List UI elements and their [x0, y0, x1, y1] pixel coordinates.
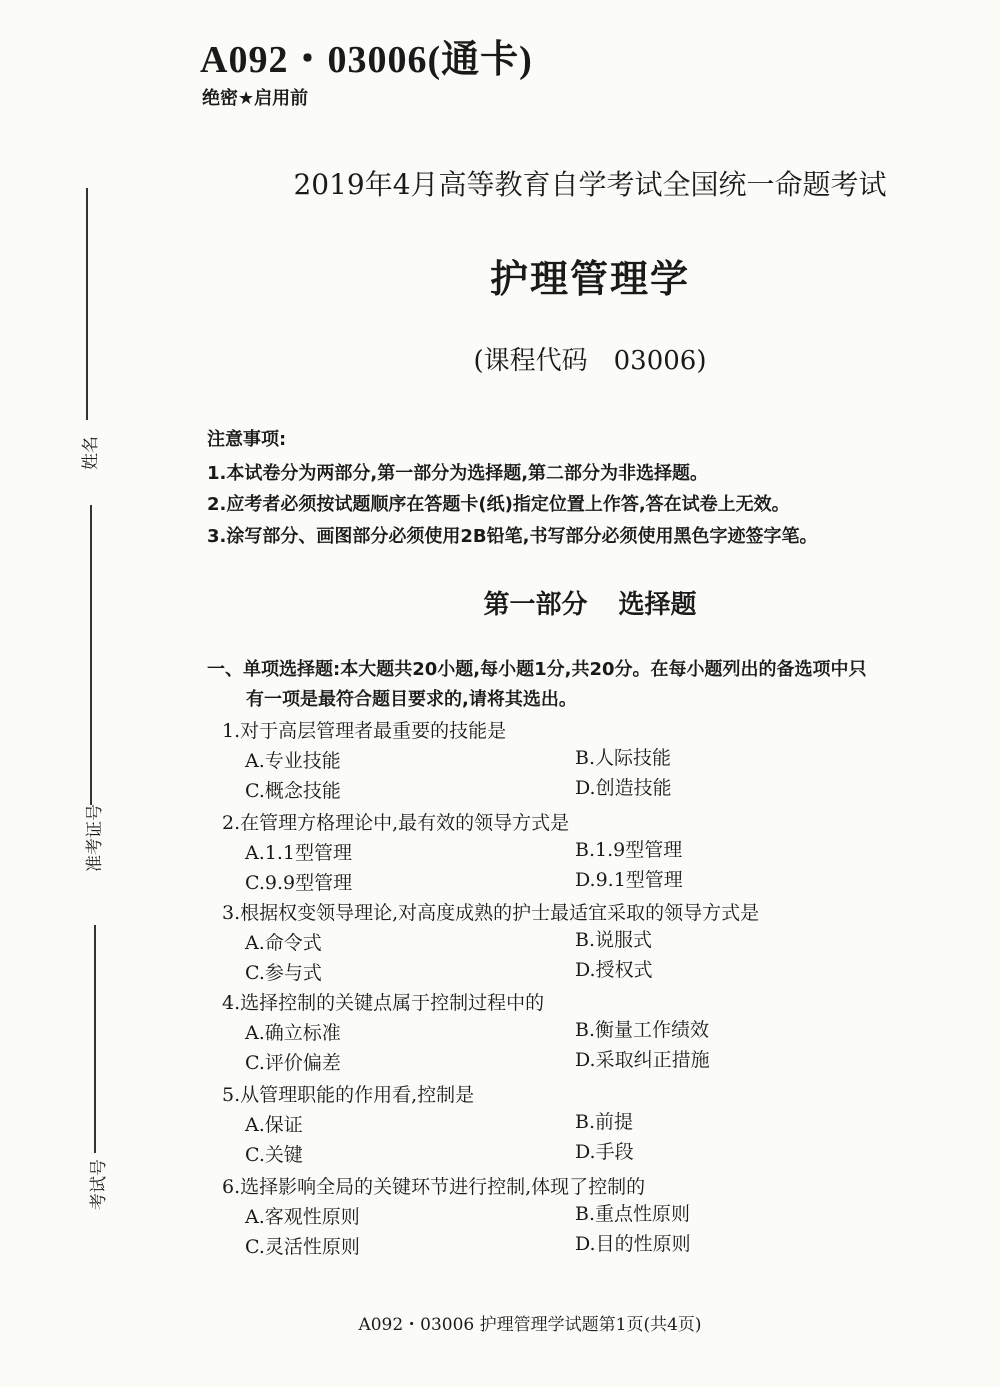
- question-stem: 3.根据权变领导理论,对高度成熟的护士最适宜采取的领导方式是: [222, 902, 760, 924]
- answer-option: A.专业技能: [245, 750, 341, 772]
- answer-option: B.衡量工作绩效: [575, 1019, 710, 1041]
- answer-option: C.9.9型管理: [245, 872, 353, 894]
- admission-number-line[interactable]: [90, 505, 92, 805]
- answer-option: D.采取纠正措施: [575, 1049, 710, 1071]
- answer-option: D.手段: [575, 1141, 634, 1163]
- question-stem: 4.选择控制的关键点属于控制过程中的: [222, 992, 545, 1014]
- answer-option: B.重点性原则: [575, 1203, 691, 1225]
- notice-heading: 注意事项:: [207, 429, 287, 450]
- section-instructions: 一、单项选择题:本大题共20小题,每小题1分,共20分。在每小题列出的备选项中只: [207, 659, 867, 680]
- notice-item: 2.应考者必须按试题顺序在答题卡(纸)指定位置上作答,答在试卷上无效。: [207, 494, 790, 515]
- answer-option: C.评价偏差: [245, 1052, 341, 1074]
- answer-option: D.创造技能: [575, 777, 672, 799]
- course-code: (课程代码 03006): [473, 346, 707, 376]
- secret-mark: 绝密★启用前: [202, 88, 309, 109]
- answer-option: B.说服式: [575, 929, 653, 951]
- section-instructions-cont: 有一项是最符合题目要求的,请将其选出。: [246, 689, 577, 710]
- name-line[interactable]: [86, 188, 88, 420]
- answer-option: C.概念技能: [245, 780, 341, 802]
- answer-option: D.9.1型管理: [575, 869, 683, 891]
- question-stem: 2.在管理方格理论中,最有效的领导方式是: [222, 812, 570, 834]
- exam-title: 2019年4月高等教育自学考试全国统一命题考试: [293, 168, 887, 201]
- answer-option: C.参与式: [245, 962, 322, 984]
- answer-option: A.确立标准: [245, 1022, 341, 1044]
- part-title: 第一部分 选择题: [483, 590, 697, 620]
- answer-option: C.关键: [245, 1144, 303, 1166]
- question-stem: 1.对于高层管理者最重要的技能是: [222, 720, 507, 742]
- notice-item: 1.本试卷分为两部分,第一部分为选择题,第二部分为非选择题。: [207, 463, 709, 484]
- answer-option: D.授权式: [575, 959, 653, 981]
- exam-number-label: 考试号: [89, 1159, 109, 1210]
- question-stem: 6.选择影响全局的关键环节进行控制,体现了控制的: [222, 1176, 646, 1198]
- answer-option: C.灵活性原则: [245, 1236, 360, 1258]
- answer-option: B.1.9型管理: [575, 839, 683, 861]
- paper-code: A092・03006(通卡): [200, 39, 533, 81]
- answer-option: A.命令式: [245, 932, 322, 954]
- answer-option: B.前提: [575, 1111, 634, 1133]
- page-footer: A092・03006 护理管理学试题第1页(共4页): [358, 1315, 702, 1335]
- notice-item: 3.涂写部分、画图部分必须使用2B铅笔,书写部分必须使用黑色字迹签字笔。: [207, 526, 818, 547]
- question-stem: 5.从管理职能的作用看,控制是: [222, 1084, 475, 1106]
- answer-option: A.保证: [245, 1114, 303, 1136]
- answer-option: A.1.1型管理: [245, 842, 352, 864]
- answer-option: B.人际技能: [575, 747, 672, 769]
- admission-number-label: 准考证号: [85, 804, 105, 872]
- name-label: 姓名: [81, 436, 101, 470]
- exam-number-line[interactable]: [94, 925, 96, 1153]
- subject-title: 护理管理学: [489, 256, 690, 301]
- answer-option: D.目的性原则: [575, 1233, 691, 1255]
- answer-option: A.客观性原则: [245, 1206, 360, 1228]
